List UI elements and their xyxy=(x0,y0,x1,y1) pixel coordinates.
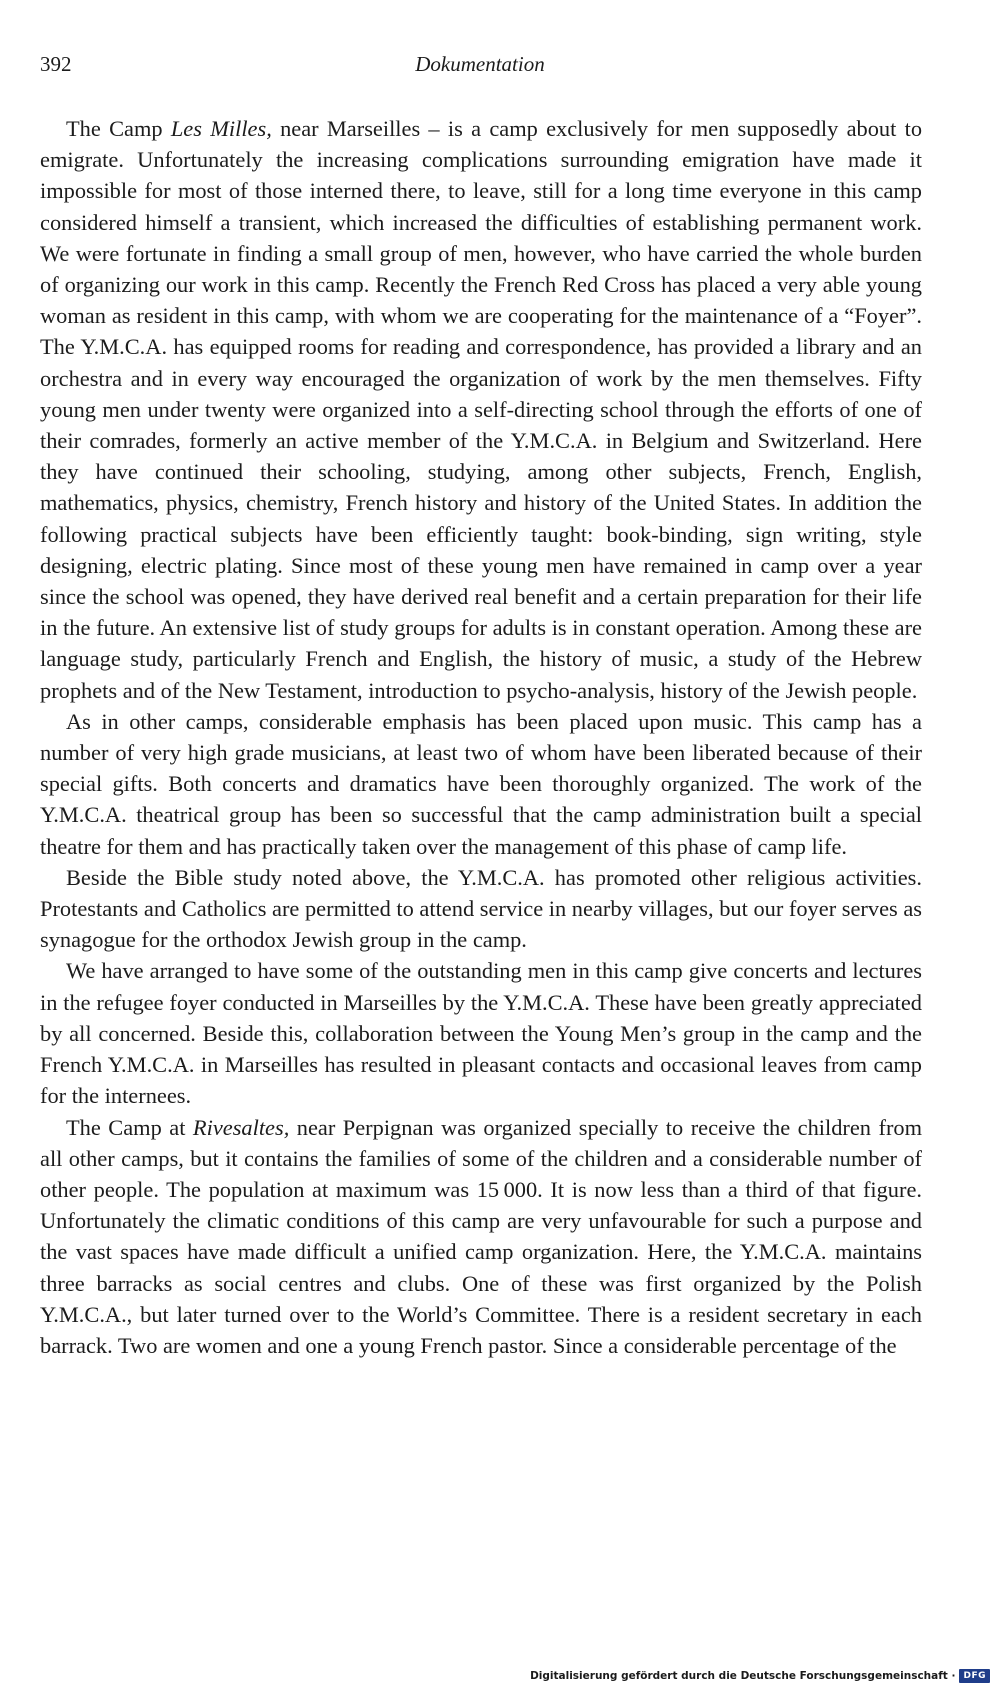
digitization-footer xyxy=(530,1667,990,1685)
dfg-logo: DFG xyxy=(959,1669,990,1683)
page-number: 392 xyxy=(40,52,72,76)
paragraph xyxy=(40,955,922,1111)
paragraph xyxy=(40,113,922,706)
body-text xyxy=(40,113,922,1361)
text-run: As in other camps, considerable emphasis has been placed upon music. This camp has a number of very high grade musicians, at least two of whom have been liberated because of their special gifts. Both concerts and dramatics have been thoroughly organized. The work of the Y.M.C.A. theatrical group has been so successful that the camp administration built a special theatre for them and has practically taken over the management of this phase of camp life. xyxy=(40,708,922,859)
text-run: near Marseilles – is a camp exclusively for men supposedly about to emigrate. Unfortunately the increasing complications surrounding emigration have made it impossible for most of those interned there, to leave, still for a long time everyone in this camp considered himself a transient, which increased the difficulties of establishing permanent work. We were fortunate in finding a small group of men, however, who have carried the whole burden of organizing our work in this camp. Recently the French Red Cross has placed a very able young woman as resident in this camp, with whom we are cooperating for the maintenance of a “Foyer”. The Y.M.C.A. has equipped rooms for reading and correspondence, has provided a library and an orchestra and in every way encouraged the organization of work by the men themselves. Fifty young men under twenty were organized into a self-directing school through the efforts of one of their comrades, formerly an active member of the Y.M.C.A. in Belgium and Switzerland. Here they have continued their schooling, studying, among other subjects, French, English, mathematics, physics, chemistry, French history and history of the United States. In addition the following practical subjects have been efficiently taught: book-binding, sign writing, style designing, electric plating. Since most of these young men have remained in camp over a year since the school was opened, they have derived real benefit and a certain preparation for their life in the future. An extensive list of study groups for adults is in constant operation. Among these are language study, particularly French and English, the history of music, a study of the Hebrew prophets and of the New Testament, introduction to psycho-analysis, history of the Jewish people. xyxy=(40,116,923,703)
italic-run: Les Milles, xyxy=(170,116,272,141)
paragraph xyxy=(40,1112,922,1362)
italic-run: Rivesaltes, xyxy=(192,1114,290,1140)
text-run: The Camp xyxy=(66,116,171,141)
footer-credit: Digitalisierung gefördert durch die Deutsche Forschungsgemeinschaft · xyxy=(530,1670,956,1682)
page-header xyxy=(40,52,920,86)
text-run: We have arranged to have some of the outstanding men in this camp give concerts and lectures in the refugee foyer conducted in Marseilles by the Y.M.C.A. These have been greatly appreciated by all concerned. Beside this, collaboration between the Young Men’s group in the camp and the French Y.M.C.A. in Marseilles has resulted in pleasant contacts and occasional leaves from camp for the internees. xyxy=(40,958,922,1109)
text-run: The Camp at xyxy=(66,1114,193,1140)
paragraph xyxy=(40,862,922,956)
paragraph xyxy=(40,706,922,862)
running-title: Dokumentation xyxy=(415,52,545,76)
text-run: near Perpignan was organized specially to receive the children from all other camps, but it contains the families of some of the children and a considerable number of other people. The population at maximum was 15 000. It is now less than a third of that figure. Unfortunately the climatic conditions of this camp are very unfavourable for such a purpose and the vast spaces have made difficult a unified camp organization. Here, the Y.M.C.A. maintains three barracks as social centres and clubs. One of these was first organized by the Polish Y.M.C.A., but later turned over to the World’s Committee. There is a resident secretary in each barrack. Two are women and one a young French pastor. Since a considerable percentage of the xyxy=(40,1114,923,1358)
text-run: Beside the Bible study noted above, the Y.M.C.A. has promoted other religious activities. Protestants and Catholics are permitted to attend service in nearby villages, but our foyer serves as synagogue for the orthodox Jewish group in the camp. xyxy=(40,864,922,953)
